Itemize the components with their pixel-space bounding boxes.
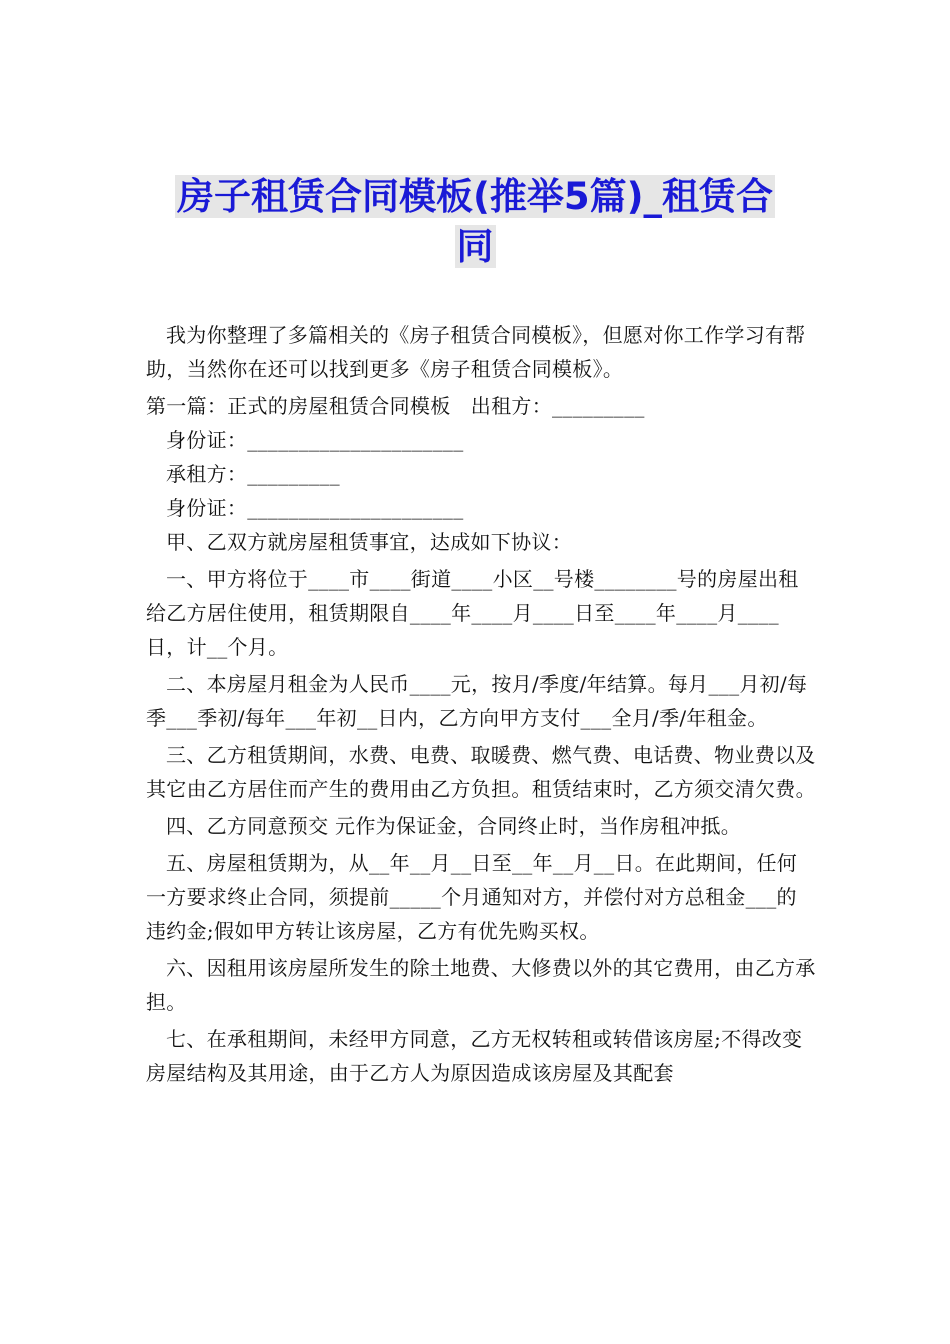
document-body bbox=[146, 318, 816, 1093]
clause-5: 五、房屋租赁期为，从__年__月__日至__年__月__日。在此期间，任何一方要求终止合同，须提前_____个月通知对方，并偿付对方总租金___的违约金;假如甲方转让该房屋，乙方有优先购买权。 bbox=[146, 851, 798, 943]
clause-2: 二、本房屋月租金为人民币____元，按月/季度/年结算。每月___月初/每季___季初/每年___年初__日内，乙方向甲方支付___全月/季/年租金。 bbox=[146, 672, 808, 730]
agreement-intro: 甲、乙双方就房屋租赁事宜，达成如下协议： bbox=[166, 530, 572, 554]
title-line-2: 同 bbox=[456, 225, 494, 268]
clause-4: 四、乙方同意预交 元作为保证金，合同终止时，当作房租冲抵。 bbox=[166, 814, 742, 838]
clause-7: 七、在承租期间，未经甲方同意，乙方无权转租或转借该房屋;不得改变房屋结构及其用途，由于乙方人为原因造成该房屋及其配套 bbox=[146, 1027, 803, 1085]
document-title bbox=[0, 172, 950, 272]
clause-1: 一、甲方将位于____市____街道____小区__号楼________号的房屋出租给乙方居住使用，租赁期限自____年____月____日至____年____月____日，计__个月。 bbox=[146, 567, 799, 659]
id-field-lessee: 身份证：_____________________ bbox=[166, 496, 464, 520]
intro-paragraph: 我为你整理了多篇相关的《房子租赁合同模板》，但愿对你工作学习有帮助，当然你在还可以找到更多《房子租赁合同模板》。 bbox=[146, 323, 806, 381]
clause-3: 三、乙方租赁期间，水费、电费、取暖费、燃气费、电话费、物业费以及其它由乙方居住而产生的费用由乙方负担。租赁结束时，乙方须交清欠费。 bbox=[146, 743, 816, 801]
title-line-1: 房子租赁合同模板(推举5篇)_租赁合 bbox=[176, 175, 774, 218]
section-heading: 第一篇：正式的房屋租赁合同模板 出租方：_________ bbox=[146, 394, 645, 418]
lessee-field: 承租方：_________ bbox=[166, 462, 340, 486]
id-field-lessor: 身份证：_____________________ bbox=[166, 428, 464, 452]
clause-6: 六、因租用该房屋所发生的除土地费、大修费以外的其它费用，由乙方承担。 bbox=[146, 956, 816, 1014]
